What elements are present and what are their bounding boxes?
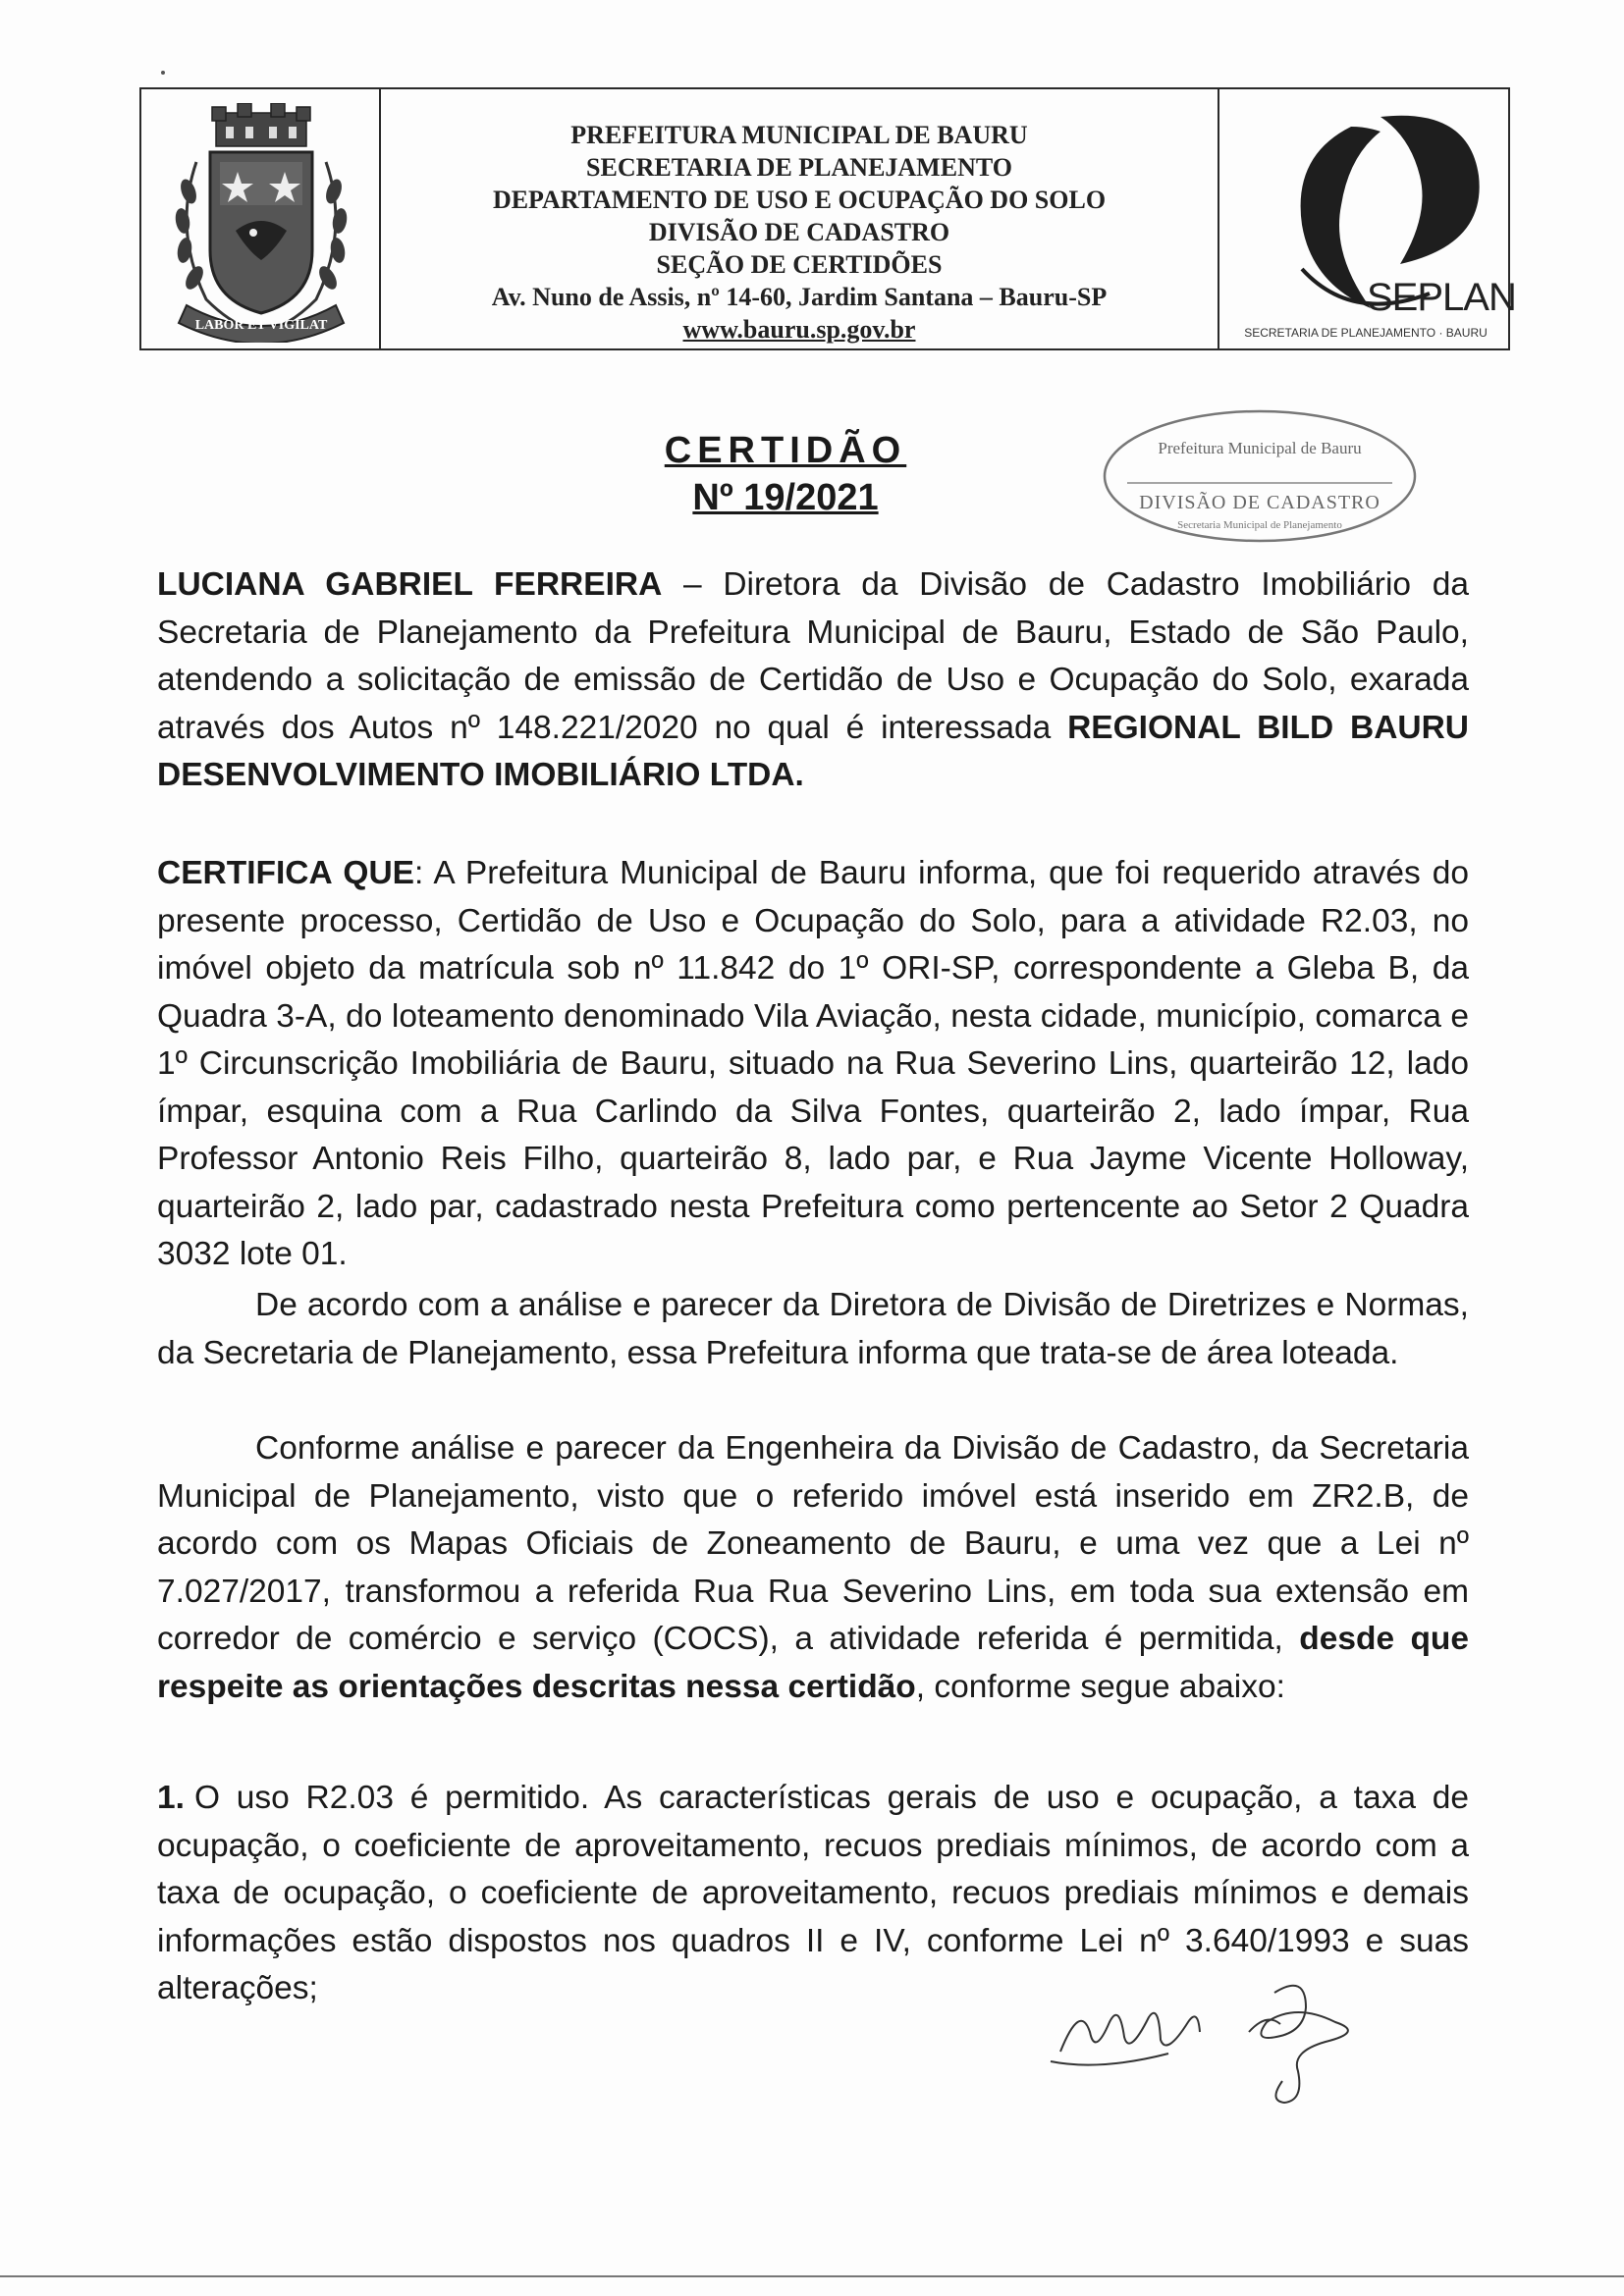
crest-cell: [141, 89, 381, 348]
seplan-wordmark: SEPLAN: [1367, 276, 1516, 319]
bottom-rule: [0, 2275, 1624, 2277]
seplan-subtitle: SECRETARIA DE PLANEJAMENTO · BAURU: [1244, 326, 1488, 340]
certificate-number: Nº 19/2021: [692, 477, 879, 518]
signature-initials-icon: [1041, 1963, 1394, 2110]
certifies-lead: CERTIFICA QUE: [157, 855, 414, 891]
stamp-line-2: DIVISÃO DE CADASTRO: [1139, 492, 1380, 513]
header-line-1: PREFEITURA MUNICIPAL DE BAURU: [570, 121, 1028, 149]
stamp-line-1: Prefeitura Municipal de Bauru: [1158, 439, 1362, 457]
letterhead-text: [381, 119, 1218, 346]
paragraph-zoning: [157, 1425, 1469, 1711]
scan-dot: [161, 71, 165, 75]
paragraph-analysis: De acordo com a análise e parecer da Diretora de Divisão de Diretrizes e Normas, da Secretaria de Planejamento, essa Prefeitura informa que trata-se de área loteada.: [157, 1287, 1469, 1371]
header-line-4: DIVISÃO DE CADASTRO: [648, 218, 950, 246]
intro-text: – Diretora da Divisão de Cadastro Imobiliário da Secretaria de Planejamento da Prefeitura Municipal de Bauru, Estado de São Paulo, atendendo a solicitação de emissão de Certidão de Uso e Ocupação do Solo, exarada através dos Autos nº 148.221/2020 no qual é interessada: [157, 566, 1469, 746]
division-stamp-icon: [1098, 402, 1422, 550]
item-text: O uso R2.03 é permitido. As características gerais de uso e ocupação, a taxa de ocupação, o coeficiente de aproveitamento, recuos prediais mínimos, de acordo com a taxa de ocupação, o coeficiente de aproveitamento, recuos prediais mínimos e demais informações estão dispostos nos quadros II e IV, conforme Lei nº 3.640/1993 e suas alterações;: [157, 1780, 1469, 2006]
zoning-condition: desde que respeite as orientações descritas nessa certidão: [157, 1621, 1470, 1705]
zoning-tail: , conforme segue abaixo:: [915, 1668, 1285, 1705]
header-line-3: DEPARTAMENTO DE USO E OCUPAÇÃO DO SOLO: [492, 186, 1107, 214]
header-url: www.bauru.sp.gov.br: [682, 315, 916, 344]
header-line-2: SECRETARIA DE PLANEJAMENTO: [586, 153, 1012, 182]
header-address: Av. Nuno de Assis, nº 14-60, Jardim Santana – Bauru-SP: [491, 283, 1108, 311]
seplan-cell: [1218, 89, 1516, 348]
director-name: LUCIANA GABRIEL FERREIRA: [157, 566, 663, 603]
zoning-text: Conforme análise e parecer da Engenheira da Divisão de Cadastro, da Secretaria Municipal de Planejamento, visto que o referido imóvel está inserido em ZR2.B, de acordo com os Mapas Oficiais de Zoneamento de Bauru, e uma vez que a Lei nº 7.027/2017, transformou a referida Rua Rua Severino Lins, em toda sua extensão em corredor de comércio e serviço (COCS), a atividade referida é permitida,: [157, 1430, 1469, 1657]
stamp-line-3: Secretaria Municipal de Planejamento: [1177, 519, 1342, 531]
paragraph-intro: [157, 561, 1469, 800]
interested-company: REGIONAL BILD BAURU DESENVOLVIMENTO IMOBILIÁRIO LTDA.: [157, 709, 1469, 793]
certificate-title: CERTIDÃO: [664, 430, 907, 471]
header-line-5: SEÇÃO DE CERTIDÕES: [656, 250, 943, 279]
letterhead: [139, 87, 1516, 350]
city-crest-icon: [167, 103, 355, 343]
crest-motto: LABOR ET VIGILAT: [194, 318, 328, 333]
paragraph-certifies: [157, 850, 1469, 1279]
certifies-text: : A Prefeitura Municipal de Bauru informa, que foi requerido através do presente processo, Certidão de Uso e Ocupação do Solo, para a atividade R2.03, no imóvel objeto da matrícula sob nº 11.842 do 1º ORI-SP, correspondente a Gleba B, da Quadra 3-A, do loteamento denominado Vila Aviação, nesta cidade, município, comarca e 1º Circunscrição Imobiliária de Bauru, situado na Rua Severino Lins, quarteirão 12, lado ímpar, esquina com a Rua Carlindo da Silva Fontes, quarteirão 2, lado ímpar, Rua Professor Antonio Reis Filho, quarteirão 8, lado par, e Rua Jayme Vicente Holloway, quarteirão 2, lado par, cadastrado nesta Prefeitura como pertencente ao Setor 2 Quadra 3032 lote 01.: [157, 855, 1469, 1272]
item-number: 1.: [157, 1780, 185, 1816]
